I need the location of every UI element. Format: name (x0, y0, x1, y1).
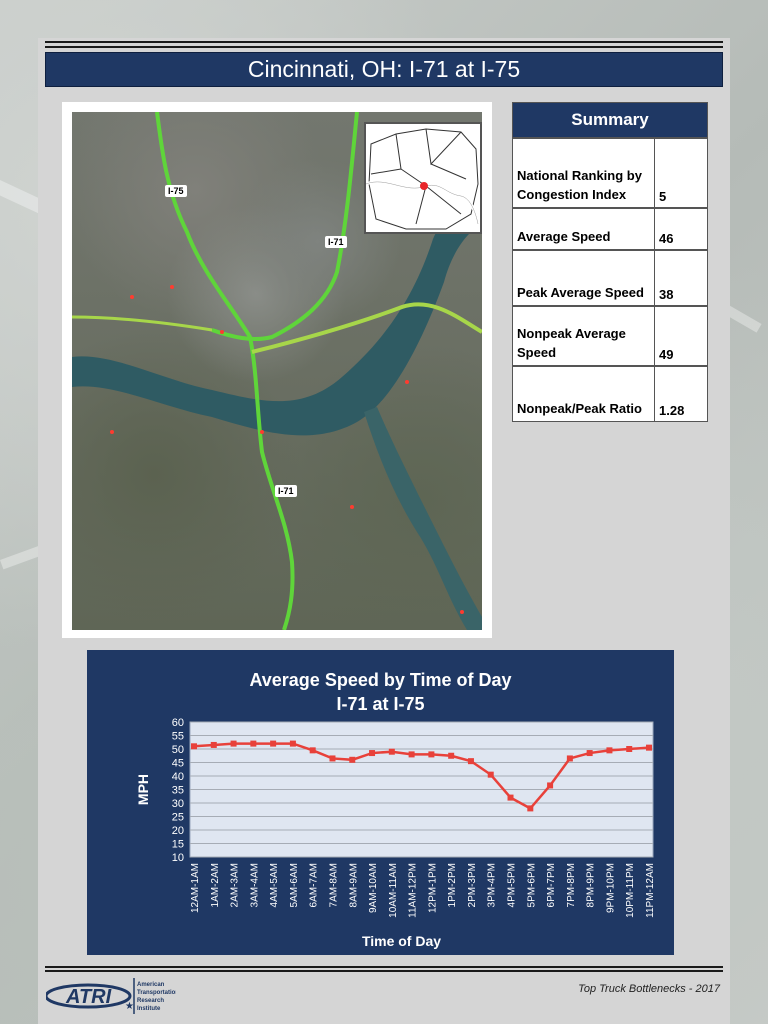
data-point (310, 747, 316, 753)
top-rule (45, 46, 723, 48)
data-point (567, 755, 573, 761)
aerial-map (72, 112, 482, 630)
highway-i71-north (212, 112, 357, 339)
summary-row-nonpeak-speed (513, 305, 707, 365)
y-tick-label: 50 (171, 744, 184, 756)
page-title: Cincinnati, OH: I-71 at I-75 (45, 52, 723, 87)
x-tick-label: 9AM-10AM (368, 863, 380, 914)
data-point (646, 745, 652, 751)
x-tick-label: 8PM-9PM (585, 863, 597, 908)
data-point (468, 758, 474, 764)
summary-label: Nonpeak/Peak Ratio (513, 367, 655, 421)
x-tick-label: 11PM-12AM (645, 863, 656, 918)
footer-text: Top Truck Bottlenecks - 2017 (578, 983, 720, 995)
data-point (369, 750, 375, 756)
atri-logo (46, 976, 176, 1016)
summary-label: Nonpeak Average Speed (513, 307, 655, 365)
summary-value: 49 (659, 347, 674, 362)
atri-logo-graphic (46, 976, 176, 1016)
data-point (527, 805, 533, 811)
congestion-dot (405, 380, 409, 384)
summary-value: 38 (659, 287, 674, 302)
y-tick-label: 40 (171, 771, 184, 783)
x-tick-label: 6AM-7AM (308, 863, 320, 908)
data-point (211, 742, 217, 748)
x-axis-label: Time of Day (361, 933, 442, 949)
y-tick-label: 15 (171, 838, 184, 851)
bottleneck-location-marker (420, 182, 428, 190)
data-point (547, 782, 553, 788)
y-tick-label: 45 (171, 757, 184, 770)
congestion-dot (170, 285, 174, 289)
data-point (329, 755, 335, 761)
data-point (448, 753, 454, 759)
y-axis-label: MPH (135, 773, 151, 806)
x-tick-label: 3PM-4PM (486, 863, 498, 908)
data-point (231, 741, 237, 747)
x-tick-label: 10AM-11AM (387, 863, 399, 918)
summary-label: National Ranking by Congestion Index (513, 139, 655, 207)
map-label-i71-south: I-71 (275, 485, 297, 497)
data-point (250, 741, 256, 747)
y-tick-label: 20 (171, 825, 184, 837)
data-point (606, 747, 612, 753)
summary-row-average-speed (513, 207, 707, 249)
county-lines (371, 129, 466, 224)
x-tick-label: 9PM-10PM (605, 863, 617, 914)
congestion-dot (130, 295, 134, 299)
data-point (389, 749, 395, 755)
x-tick-label: 5AM-6AM (288, 863, 300, 908)
summary-row-ranking (513, 137, 707, 207)
summary-row-peak-speed (513, 249, 707, 305)
summary-value: 46 (659, 231, 674, 246)
data-point (409, 751, 415, 757)
chart-plot (87, 650, 674, 955)
logo-line: Research (137, 998, 165, 1004)
data-point (428, 751, 434, 757)
map-label-i75: I-75 (165, 185, 187, 197)
data-point (488, 772, 494, 778)
summary-header: Summary (513, 103, 707, 137)
y-tick-label: 55 (171, 730, 184, 743)
y-tick-label: 25 (171, 811, 184, 824)
creek (364, 407, 482, 630)
logo-wordmark: ATRI (66, 986, 112, 1008)
logo-line: Transportation (137, 990, 176, 996)
congestion-dot (110, 430, 114, 434)
data-point (626, 746, 632, 752)
data-point (508, 795, 514, 801)
summary-label: Peak Average Speed (513, 251, 655, 305)
congestion-dot (350, 505, 354, 509)
x-tick-label: 11AM-12PM (407, 863, 419, 918)
logo-line: Institute (137, 1006, 161, 1012)
y-tick-label: 30 (171, 798, 184, 810)
highway-west (72, 317, 212, 330)
x-tick-label: 6PM-7PM (546, 863, 558, 908)
chart-title: Average Speed by Time of Day (249, 670, 512, 690)
summary-value: 5 (659, 189, 667, 204)
x-tick-label: 7PM-8PM (565, 863, 577, 908)
y-tick-label: 60 (171, 717, 184, 729)
x-tick-label: 2AM-3AM (229, 863, 241, 908)
data-point (290, 741, 296, 747)
summary-value: 1.28 (659, 403, 685, 418)
locator-inset-map (364, 122, 482, 234)
x-tick-label: 4AM-5AM (269, 863, 281, 908)
x-tick-label: 12AM-1AM (190, 863, 201, 914)
map-frame (62, 102, 492, 638)
data-point (191, 743, 197, 749)
x-tick-label: 8AM-9AM (348, 863, 360, 908)
bottom-rule (45, 970, 723, 972)
x-tick-label: 2PM-3PM (466, 863, 478, 908)
map-label-i71-north: I-71 (325, 236, 347, 248)
top-rule (45, 41, 723, 43)
x-tick-label: 1PM-2PM (447, 863, 459, 908)
x-tick-label: 12PM-1PM (427, 863, 439, 914)
y-tick-label: 35 (171, 784, 184, 797)
summary-row-ratio (513, 365, 707, 421)
congestion-dot (220, 330, 224, 334)
x-tick-label: 3AM-4AM (249, 863, 261, 908)
data-point (587, 750, 593, 756)
x-tick-label: 1AM-2AM (209, 863, 221, 908)
congestion-dot (460, 610, 464, 614)
locator-map-drawing (366, 124, 480, 232)
x-tick-label: 7AM-8AM (328, 863, 340, 908)
bottom-rule (45, 966, 723, 968)
x-tick-label: 4PM-5PM (506, 863, 518, 908)
chart-subtitle: I-71 at I-75 (336, 694, 425, 714)
summary-table (512, 102, 708, 422)
summary-label: Average Speed (513, 209, 655, 249)
logo-line: American (137, 982, 165, 988)
data-point (349, 757, 355, 763)
congestion-dot (260, 430, 264, 434)
star-icon: ★ (125, 1001, 134, 1012)
data-point (270, 741, 276, 747)
x-tick-label: 10PM-11PM (625, 863, 637, 918)
speed-chart (87, 650, 674, 955)
y-tick-label: 10 (171, 852, 184, 864)
county-outline (369, 129, 478, 229)
x-tick-label: 5PM-6PM (526, 863, 538, 908)
